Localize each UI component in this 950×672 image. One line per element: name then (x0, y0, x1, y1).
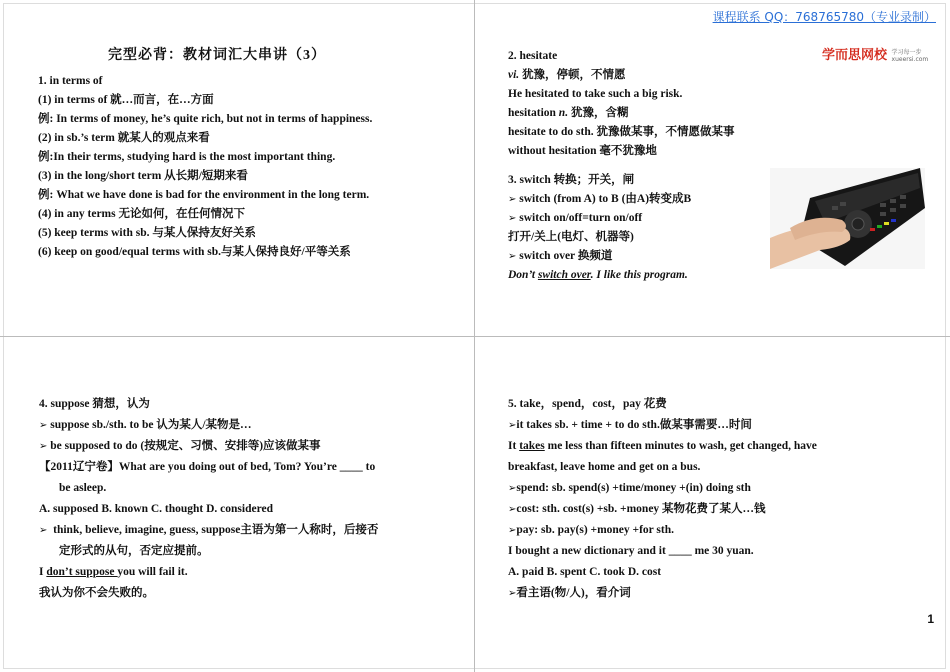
slide-title: 完型必背：教材词汇大串讲（3） (108, 48, 326, 63)
line: without hesitation 毫不犹豫地 (508, 145, 657, 157)
answer-options: A. supposed B. known C. thought D. considered (39, 503, 274, 515)
bullet-line: ➢看主语(物/人)，看介词 (508, 587, 631, 599)
xueersi-logo (822, 44, 928, 63)
panel-suppose (39, 394, 378, 604)
exam-question: I bought a new dictionary and it ____ me 30 yuan. (508, 545, 754, 557)
line: (4) in any terms 无论如何，在任何情况下 (38, 208, 245, 220)
line: 我认为你不会失败的。 (39, 587, 154, 599)
line: 例: In terms of money, he’s quite rich, but not in terms of happiness. (38, 113, 373, 125)
logo-text: 学而思网校 (822, 48, 888, 63)
logo-sub: 学习每一步 xueersi.com (891, 48, 929, 63)
example-line: I don’t suppose you will fail it. (39, 566, 188, 578)
heading-suppose: 4. suppose 猜想，认为 (39, 398, 150, 410)
contact-link[interactable]: 课程联系 QQ：768765780（专业录制） (712, 10, 936, 24)
panel-in-terms-of (38, 46, 372, 262)
bullet-line: ➢ switch (from A) to B (由A)转变成B (508, 193, 692, 205)
line: (2) in sb.’s term 就某人的观点来看 (38, 132, 210, 144)
line: vi. 犹豫，停顿，不情愿 (508, 69, 626, 81)
line: He hesitated to take such a big risk. (508, 88, 683, 100)
panel-hesitate-switch (508, 47, 734, 285)
heading-take: 5. take，spend，cost，pay 花费 (508, 398, 667, 410)
bullet-line: ➢ think, believe, imagine, guess, suppose主语为第一人称时，后接否 (39, 524, 379, 536)
bullet-line: ➢ be supposed to do (按规定、习惯、安排等)应该做某事 (39, 440, 321, 452)
page-number: 1 (927, 612, 934, 626)
example-line: It takes me less than fifteen minutes to wash, get changed, have (508, 440, 817, 452)
bullet-line: ➢cost: sth. cost(s) +sb. +money 某物花费了某人…钱 (508, 503, 766, 515)
line: (6) keep on good/equal terms with sb.与某人保持良好/平等关系 (38, 246, 351, 258)
line: hesitate to do sth. 犹豫做某事，不情愿做某事 (508, 126, 735, 138)
bullet-line: ➢ suppose sb./sth. to be 认为某人/某物是… (39, 419, 252, 431)
line: (1) in terms of 就…而言，在…方面 (38, 94, 214, 106)
heading-hesitate: 2. hesitate (508, 50, 558, 62)
remote-control-image (770, 168, 925, 269)
line: 例:In their terms, studying hard is the most important thing. (38, 151, 336, 163)
bullet-line: ➢it takes sb. + time + to do sth.做某事需要…时间 (508, 419, 752, 431)
example-line: Don’t switch over. I like this program. (508, 269, 688, 281)
line: 定形式的从句，否定应提前。 (59, 545, 209, 557)
exam-question: 【2011辽宁卷】What are you doing out of bed, Tom? You’re ____ to (39, 461, 376, 473)
line: 例: What we have done is bad for the environment in the long term. (38, 189, 370, 201)
bullet-line: ➢ switch on/off=turn on/off (508, 212, 643, 224)
exam-question-cont: be asleep. (59, 482, 107, 494)
panel-take-spend-cost-pay (508, 394, 817, 604)
horizontal-divider (0, 336, 950, 337)
bullet-line: ➢pay: sb. pay(s) +money +for sth. (508, 524, 675, 536)
answer-options: A. paid B. spent C. took D. cost (508, 566, 662, 578)
heading-in-terms-of: 1. in terms of (38, 75, 103, 87)
line: 打开/关上(电灯、机器等) (508, 231, 634, 243)
heading-switch: 3. switch 转换；开关，闸 (508, 174, 635, 186)
line: (3) in the long/short term 从长期/短期来看 (38, 170, 248, 182)
line: (5) keep terms with sb. 与某人保持友好关系 (38, 227, 256, 239)
line: hesitation n. 犹豫，含糊 (508, 107, 629, 119)
line: breakfast, leave home and get on a bus. (508, 461, 701, 473)
bullet-line: ➢spend: sb. spend(s) +time/money +(in) doing sth (508, 482, 751, 494)
bullet-line: ➢ switch over 换频道 (508, 250, 613, 262)
